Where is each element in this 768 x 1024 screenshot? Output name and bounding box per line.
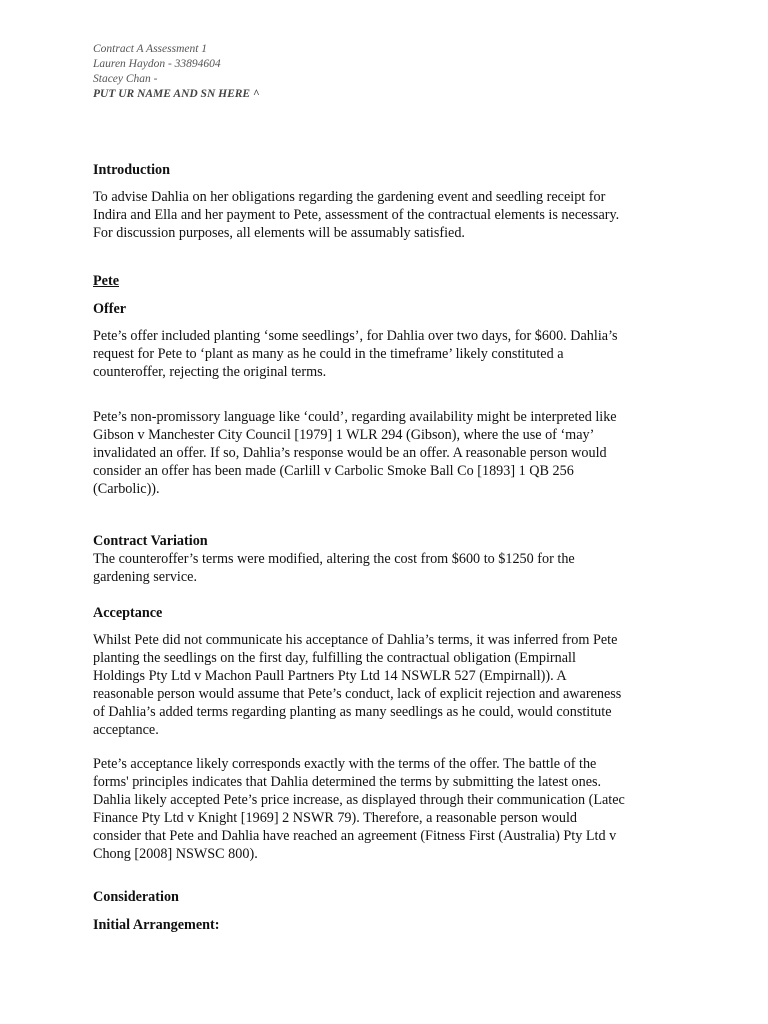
heading-pete: Pete <box>93 273 119 289</box>
text-line: Pete’s non-promissory language like ‘could’, regarding availability might be interpreted like <box>93 409 617 425</box>
header-line-placeholder: PUT UR NAME AND SN HERE ^ <box>93 88 260 100</box>
heading-initial-arrangement: Initial Arrangement: <box>93 917 220 933</box>
header-line-author-1: Lauren Haydon - 33894604 <box>93 58 221 70</box>
text-line: The counteroffer’s terms were modified, altering the cost from $600 to $1250 for the <box>93 551 575 567</box>
paragraph-acceptance-2 <box>93 755 675 863</box>
heading-contract-variation: Contract Variation <box>93 533 208 549</box>
text-line: planting the seedlings on the first day, fulfilling the contractual obligation (Empirnall <box>93 650 576 666</box>
heading-introduction: Introduction <box>93 162 170 178</box>
text-line: For discussion purposes, all elements will be assumably satisfied. <box>93 225 465 241</box>
text-line: reasonable person would assume that Pete’s conduct, lack of explicit rejection and awareness <box>93 686 622 702</box>
text-line: (Carbolic)). <box>93 481 160 497</box>
document-header <box>93 42 260 102</box>
heading-consideration: Consideration <box>93 889 179 905</box>
text-line: of Dahlia’s added terms regarding planting as many seedlings as he could, would constitute <box>93 704 612 720</box>
text-line: Whilst Pete did not communicate his acceptance of Dahlia’s terms, it was inferred from Pete <box>93 632 618 648</box>
text-line: Dahlia likely accepted Pete’s price increase, as displayed through their communication (Latec <box>93 792 625 808</box>
text-line: Indira and Ella and her payment to Pete, assessment of the contractual elements is necessary. <box>93 207 620 223</box>
text-line: Chong [2008] NSWSC 800). <box>93 846 258 862</box>
text-line: counteroffer, rejecting the original terms. <box>93 364 327 380</box>
text-line: request for Pete to ‘plant as many as he could in the timeframe’ likely constituted a <box>93 346 564 362</box>
text-line: invalidated an offer. If so, Dahlia’s response would be an offer. A reasonable person would <box>93 445 607 461</box>
heading-acceptance: Acceptance <box>93 605 163 621</box>
paragraph-contract-variation <box>93 550 675 586</box>
header-line-assessment: Contract A Assessment 1 <box>93 43 208 55</box>
heading-offer: Offer <box>93 301 127 317</box>
paragraph-acceptance-1 <box>93 631 675 739</box>
paragraph-offer-1 <box>93 327 675 381</box>
text-line: To advise Dahlia on her obligations regarding the gardening event and seedling receipt for <box>93 189 606 205</box>
text-line: acceptance. <box>93 722 159 738</box>
paragraph-offer-2 <box>93 408 675 498</box>
text-line: Gibson v Manchester City Council [1979] 1 WLR 294 (Gibson), where the use of ‘may’ <box>93 427 595 443</box>
paragraph-introduction <box>93 188 675 242</box>
text-line: consider that Pete and Dahlia have reached an agreement (Fitness First (Australia) Pty Ltd v <box>93 828 617 844</box>
text-line: gardening service. <box>93 569 197 585</box>
text-line: Finance Pty Ltd v Knight [1969] 2 NSWR 79). Therefore, a reasonable person would <box>93 810 577 826</box>
text-line: Holdings Pty Ltd v Machon Paull Partners Pty Ltd 14 NSWLR 527 (Empirnall)). A <box>93 668 567 684</box>
header-line-author-2: Stacey Chan - <box>93 73 158 85</box>
text-line: consider an offer has been made (Carlill v Carbolic Smoke Ball Co [1893] 1 QB 256 <box>93 463 574 479</box>
text-line: Pete’s offer included planting ‘some seedlings’, for Dahlia over two days, for $600. Dahlia’s <box>93 328 618 344</box>
text-line: forms' principles indicates that Dahlia determined the terms by submitting the latest ones. <box>93 774 602 790</box>
text-line: Pete’s acceptance likely corresponds exactly with the terms of the offer. The battle of the <box>93 756 597 772</box>
